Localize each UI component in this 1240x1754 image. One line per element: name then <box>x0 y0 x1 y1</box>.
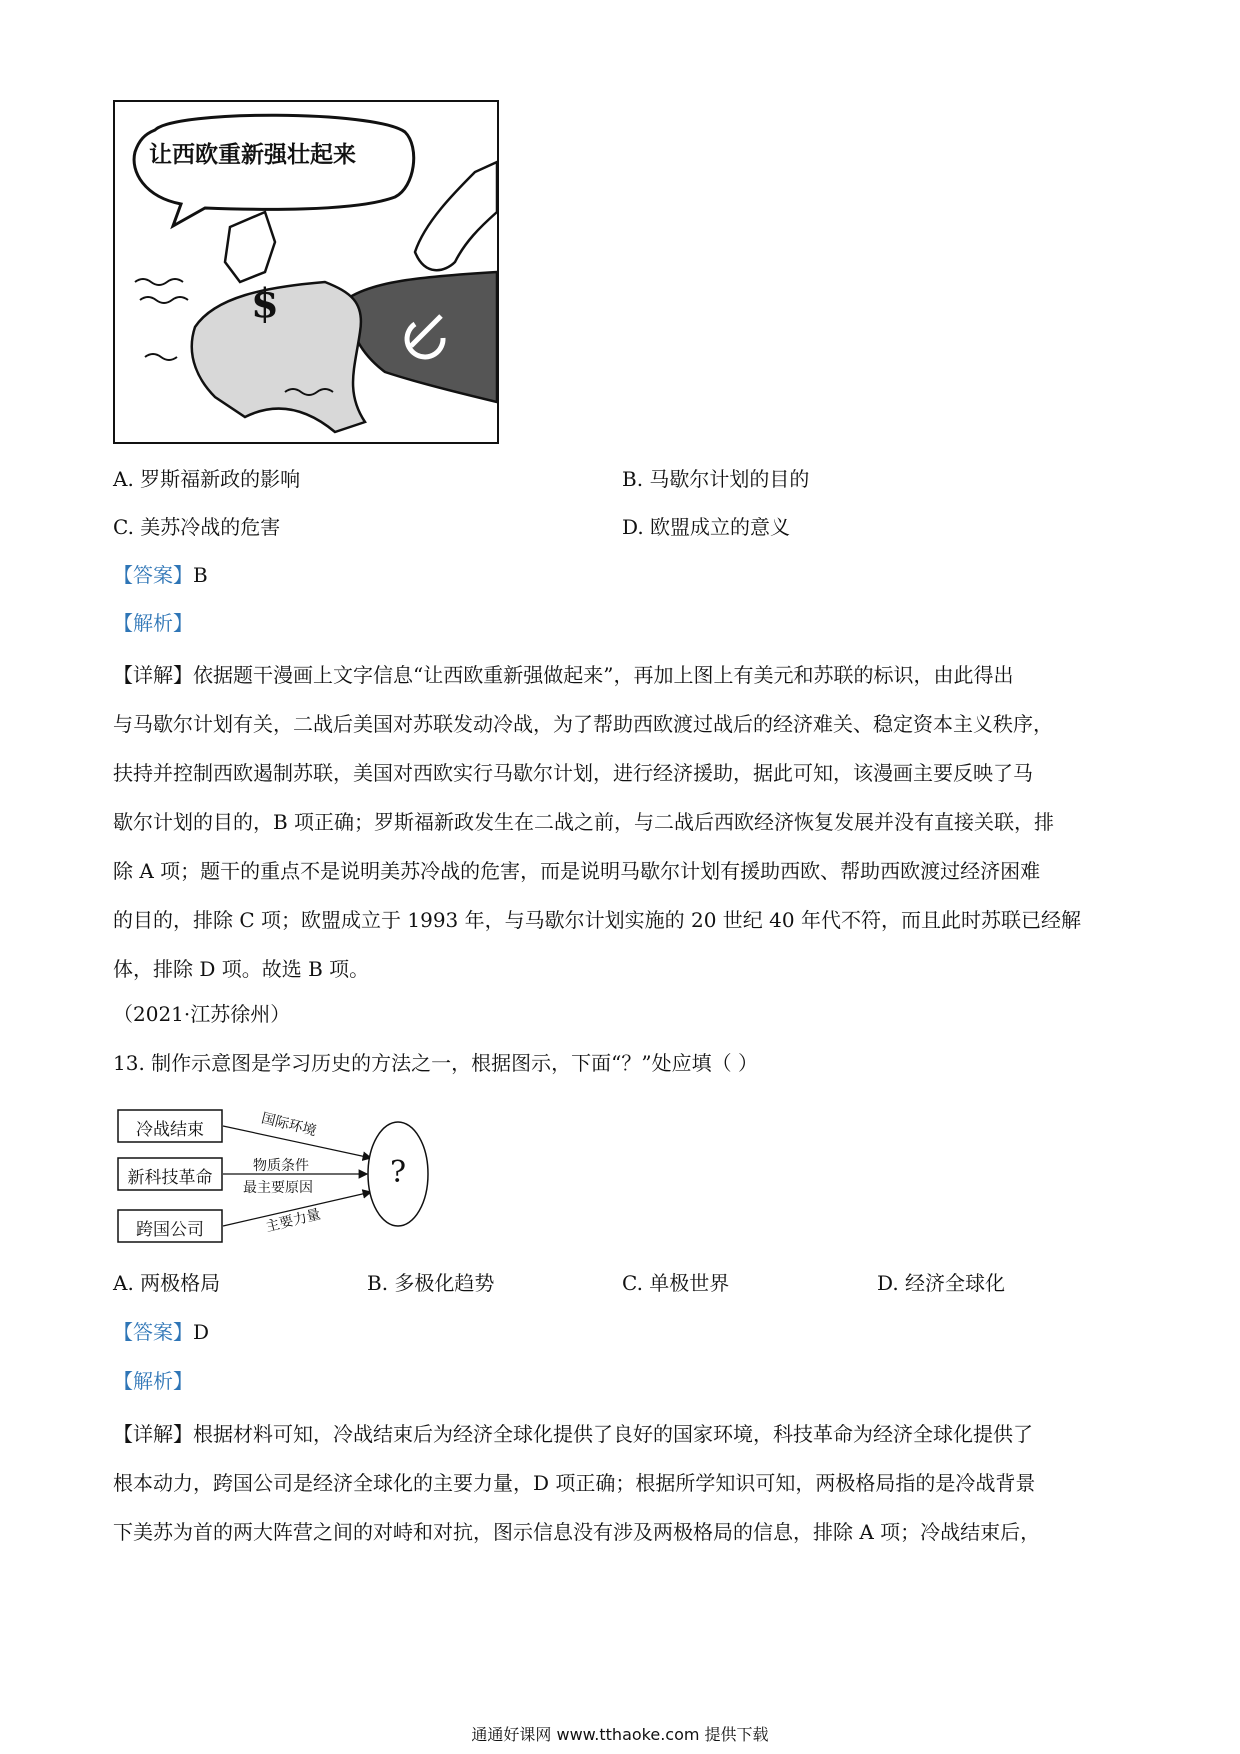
cartoon-image <box>113 100 499 444</box>
diagram-question-mark: ? <box>389 1155 407 1190</box>
q12-answer <box>113 563 208 587</box>
q12-analysis-tag: 【解析】 <box>113 611 193 635</box>
page-footer: 通通好课网 www.tthaoke.com 提供下载 <box>471 1725 769 1744</box>
diagram-box-multinationals: 跨国公司 <box>136 1220 204 1240</box>
speech-bubble-text: 让西欧重新强壮起来 <box>149 141 356 168</box>
q12-detail-line-2: 与马歇尔计划有关，二战后美国对苏联发动冷战，为了帮助西欧渡过战后的经济难关、稳定资本主义秩序， <box>113 712 1053 736</box>
diagram-label-material: 物质条件 <box>253 1158 309 1174</box>
q12-option-a: A. 罗斯福新政的影响 <box>113 467 301 491</box>
q12-detail-line-1: 【详解】依据题干漫画上文字信息“让西欧重新强做起来”，再加上图上有美元和苏联的标识，由此得出 <box>113 663 1014 687</box>
q12-detail-line-6: 的目的，排除 C 项；欧盟成立于 1993 年，与马歇尔计划实施的 20 世纪 40 年代不符，而且此时苏联已经解 <box>113 908 1081 932</box>
q13-detail-line-1: 【详解】根据材料可知，冷战结束后为经济全球化提供了良好的国家环境，科技革命为经济全球化提供了 <box>113 1422 1033 1446</box>
q13-detail-line-3: 下美苏为首的两大阵营之间的对峙和对抗，图示信息没有涉及两极格局的信息，排除 A 项；冷战结束后， <box>113 1520 1041 1544</box>
diagram-box-tech-revolution: 新科技革命 <box>127 1168 213 1188</box>
diagram-box-cold-war-end: 冷战结束 <box>136 1120 204 1140</box>
q12-option-d: D. 欧盟成立的意义 <box>622 515 791 539</box>
answer-value: D <box>193 1320 210 1344</box>
q12-option-b: B. 马歇尔计划的目的 <box>622 467 810 491</box>
diagram-label-main-cause: 最主要原因 <box>243 1180 313 1196</box>
q12-detail-line-7: 体，排除 D 项。故选 B 项。 <box>113 957 370 981</box>
q13-option-b: B. 多极化趋势 <box>367 1271 495 1295</box>
q12-detail-line-3: 扶持并控制西欧遏制苏联，美国对西欧实行马歇尔计划，进行经济援助，据此可知，该漫画主要反映了马 <box>113 761 1033 785</box>
q12-option-c: C. 美苏冷战的危害 <box>113 515 281 539</box>
q12-detail-line-4: 歇尔计划的目的，B 项正确；罗斯福新政发生在二战之前，与二战后西欧经济恢复发展并没有直接关联，排 <box>113 810 1055 834</box>
q13-option-a: A. 两极格局 <box>113 1271 221 1295</box>
diagram-label-main-force: 主要力量 <box>264 1206 323 1236</box>
q13-question: 13. 制作示意图是学习历史的方法之一，根据图示，下面“？”处应填（ ） <box>113 1051 758 1075</box>
diagram-label-international: 国际环境 <box>259 1110 318 1140</box>
q13-analysis-tag: 【解析】 <box>113 1369 193 1393</box>
q13-source: （2021·江苏徐州） <box>113 1002 291 1026</box>
speech-bubble <box>134 115 414 226</box>
dollar-symbol: $ <box>251 280 279 327</box>
q13-diagram <box>113 1100 443 1245</box>
q13-option-d: D. 经济全球化 <box>877 1271 1006 1295</box>
q13-answer <box>113 1320 209 1344</box>
q12-detail-line-5: 除 A 项；题干的重点不是说明美苏冷战的危害，而是说明马歇尔计划有援助西欧、帮助西欧渡过经济困难 <box>113 859 1041 883</box>
answer-tag: 【答案】 <box>113 1320 193 1344</box>
q13-option-c: C. 单极世界 <box>622 1271 730 1295</box>
q13-detail-line-2: 根本动力，跨国公司是经济全球化的主要力量，D 项正确；根据所学知识可知，两极格局指的是冷战背景 <box>113 1471 1036 1495</box>
answer-value: B <box>193 563 208 587</box>
answer-tag: 【答案】 <box>113 563 193 587</box>
